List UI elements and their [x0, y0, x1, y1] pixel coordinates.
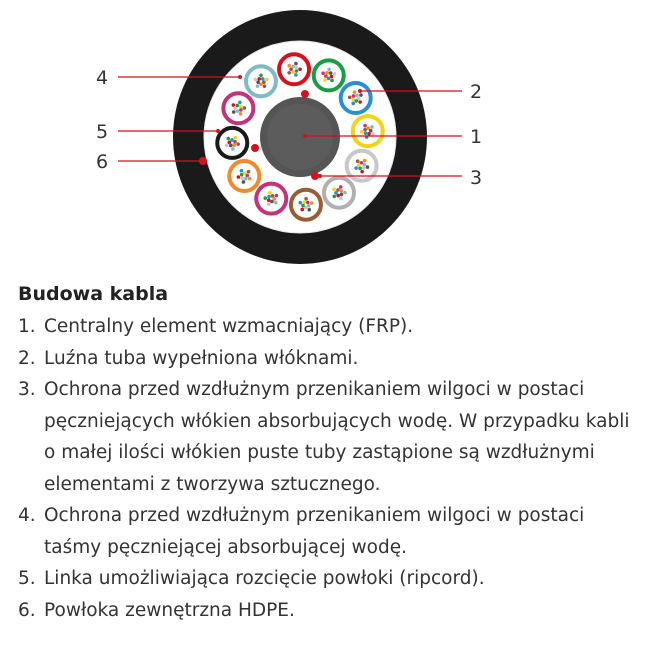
ripcord-dot — [301, 90, 309, 98]
frp-inner — [267, 104, 333, 170]
optical-fiber — [306, 201, 310, 205]
loose-tube — [353, 116, 383, 146]
optical-fiber — [230, 138, 234, 142]
legend-item — [18, 595, 640, 627]
optical-fiber — [330, 75, 334, 79]
legend-item-text: Ochrona przed wzdłużnym przenikaniem wilgoci w postaci pęczniejących włókien absorbujących wodę. W przypadku kabli o małej ilości włókien puste tuby zastąpione są wzdłużnymi elementami z tworzywa sztucznego. — [44, 379, 630, 495]
callout-label-3: 3 — [470, 167, 483, 189]
legend-item-number: 3. — [18, 379, 36, 400]
optical-fiber — [271, 194, 275, 198]
optical-fiber — [247, 170, 251, 174]
optical-fiber — [369, 129, 373, 133]
optical-fiber — [243, 106, 247, 110]
optical-fiber — [263, 196, 267, 200]
optical-fiber — [244, 177, 248, 181]
optical-fiber — [354, 166, 358, 170]
optical-fiber — [267, 202, 271, 206]
loose-tube — [223, 93, 253, 123]
optical-fiber — [339, 197, 343, 201]
optical-fiber — [240, 173, 244, 177]
optical-fiber — [360, 170, 364, 174]
optical-fiber — [363, 163, 367, 167]
optical-fiber — [355, 93, 359, 97]
optical-fiber — [237, 175, 241, 179]
optical-fiber — [267, 195, 271, 199]
loose-tube — [279, 54, 309, 84]
optical-fiber — [362, 166, 366, 170]
optical-fiber — [245, 174, 249, 178]
cable-structure-legend — [18, 282, 640, 626]
optical-fiber — [235, 104, 239, 108]
optical-fiber — [263, 84, 267, 88]
legend-item-text: Luźna tuba wypełniona włóknami. — [44, 347, 359, 369]
optical-fiber — [242, 180, 246, 184]
optical-fiber — [295, 66, 299, 70]
optical-fiber — [356, 159, 360, 163]
optical-fiber — [330, 79, 334, 83]
optical-fiber — [323, 78, 327, 82]
optical-fiber — [329, 71, 333, 75]
optical-fiber — [364, 131, 368, 135]
optical-fiber — [367, 132, 371, 136]
optical-fiber — [232, 103, 236, 107]
optical-fiber — [268, 191, 272, 195]
callout-end-5 — [216, 129, 220, 133]
callout-end-3 — [318, 174, 322, 178]
optical-fiber — [295, 69, 299, 73]
legend-title: Budowa kabla — [18, 283, 169, 305]
loose-tube — [324, 178, 354, 208]
legend-item-number: 5. — [18, 568, 36, 589]
ripcord-dot — [311, 172, 319, 180]
ripcord-dot — [251, 144, 259, 152]
optical-fiber — [358, 100, 362, 104]
legend-item-number: 2. — [18, 347, 36, 369]
optical-fiber — [259, 73, 263, 77]
optical-fiber — [351, 102, 355, 106]
callout-label-6: 6 — [96, 151, 109, 173]
loose-tube — [217, 128, 247, 158]
legend-item — [18, 563, 640, 595]
loose-tube — [256, 184, 286, 214]
optical-fiber — [334, 191, 338, 195]
loose-tube — [314, 60, 344, 90]
optical-fiber — [325, 71, 329, 75]
optical-fiber — [253, 78, 257, 82]
optical-fiber — [360, 130, 364, 134]
optical-fiber — [238, 101, 242, 105]
optical-fiber — [239, 112, 243, 116]
optical-fiber — [300, 208, 304, 212]
optical-fiber — [354, 99, 358, 103]
optical-fiber — [371, 132, 375, 136]
callout-label-1: 1 — [470, 126, 483, 148]
legend-item-number: 4. — [18, 505, 36, 526]
cable-cross-section-diagram — [0, 0, 645, 272]
optical-fiber — [333, 72, 337, 76]
optical-fiber — [336, 188, 340, 192]
optical-fiber — [294, 62, 298, 66]
legend-item — [18, 311, 640, 343]
optical-fiber — [340, 193, 344, 197]
legend-item-text: Linka umożliwiająca rozcięcie powłoki (ripcord). — [44, 568, 485, 589]
legend-list — [18, 311, 640, 626]
optical-fiber — [287, 64, 291, 68]
optical-fiber — [304, 197, 308, 201]
legend-item-text: Ochrona przed wzdłużnym przenikaniem wilgoci w postaci taśmy pęczniejącej absorbującej wodę. — [44, 505, 585, 558]
optical-fiber — [321, 71, 325, 75]
optical-fiber — [232, 110, 236, 114]
optical-fiber — [298, 67, 302, 71]
optical-fiber — [234, 107, 238, 111]
optical-fiber — [236, 142, 240, 146]
callout-end-2 — [358, 89, 362, 93]
optical-fiber — [225, 144, 229, 148]
optical-fiber — [267, 198, 271, 202]
optical-fiber — [366, 165, 370, 169]
optical-fiber — [307, 204, 311, 208]
optical-fiber — [229, 144, 233, 148]
optical-fiber — [233, 136, 237, 140]
optical-fiber — [298, 201, 302, 205]
optical-fiber — [343, 191, 347, 195]
callout-label-5: 5 — [96, 121, 109, 143]
optical-fiber — [233, 140, 237, 144]
loose-tube — [229, 161, 259, 191]
optical-fiber — [370, 125, 374, 129]
optical-fiber — [327, 68, 331, 72]
optical-fiber — [359, 93, 363, 97]
optical-fiber — [231, 147, 235, 151]
optical-fiber — [256, 84, 260, 88]
optical-fiber — [302, 200, 306, 204]
optical-fiber — [363, 128, 367, 132]
legend-item — [18, 374, 640, 500]
legend-item-text: Centralny element wzmacniający (FRP). — [44, 316, 414, 337]
callout-label-2: 2 — [470, 81, 483, 103]
optical-fiber — [240, 176, 244, 180]
optical-fiber — [332, 188, 336, 192]
optical-fiber — [265, 78, 269, 82]
optical-fiber — [357, 163, 361, 167]
optical-fiber — [239, 105, 243, 109]
optical-fiber — [274, 201, 278, 205]
legend-item-number: 6. — [18, 599, 36, 621]
optical-fiber — [353, 90, 357, 94]
optical-fiber — [272, 197, 276, 201]
optical-fiber — [232, 143, 236, 147]
optical-fiber — [340, 189, 344, 193]
optical-fiber — [287, 71, 291, 75]
optical-fiber — [358, 167, 362, 171]
callout-end-4 — [238, 75, 242, 79]
optical-fiber — [352, 94, 356, 98]
callout-label-4: 4 — [96, 67, 109, 89]
loose-tube — [246, 66, 276, 96]
optical-fiber — [363, 124, 367, 128]
callout-end-1 — [303, 134, 307, 138]
legend-item — [18, 343, 640, 375]
optical-fiber — [240, 169, 244, 173]
loose-tube — [291, 190, 321, 220]
optical-fiber — [275, 194, 279, 198]
optical-fiber — [226, 137, 230, 141]
optical-fiber — [351, 98, 355, 102]
loose-tube — [341, 83, 371, 113]
optical-fiber — [348, 96, 352, 100]
optical-fiber — [291, 65, 295, 69]
optical-fiber — [310, 201, 314, 205]
optical-fiber — [239, 108, 243, 112]
optical-fiber — [301, 204, 305, 208]
optical-fiber — [339, 185, 343, 189]
optical-fiber — [332, 195, 336, 199]
optical-fiber — [261, 77, 265, 81]
optical-fiber — [294, 73, 298, 77]
optical-fiber — [324, 74, 328, 78]
optical-fiber — [363, 159, 367, 163]
optical-fiber — [257, 77, 261, 81]
optical-fiber — [308, 208, 312, 212]
optical-fiber — [256, 80, 260, 84]
legend-item — [18, 500, 640, 563]
legend-item-text: Powłoka zewnętrzna HDPE. — [44, 599, 295, 621]
optical-fiber — [248, 177, 252, 181]
legend-item-number: 1. — [18, 316, 36, 337]
